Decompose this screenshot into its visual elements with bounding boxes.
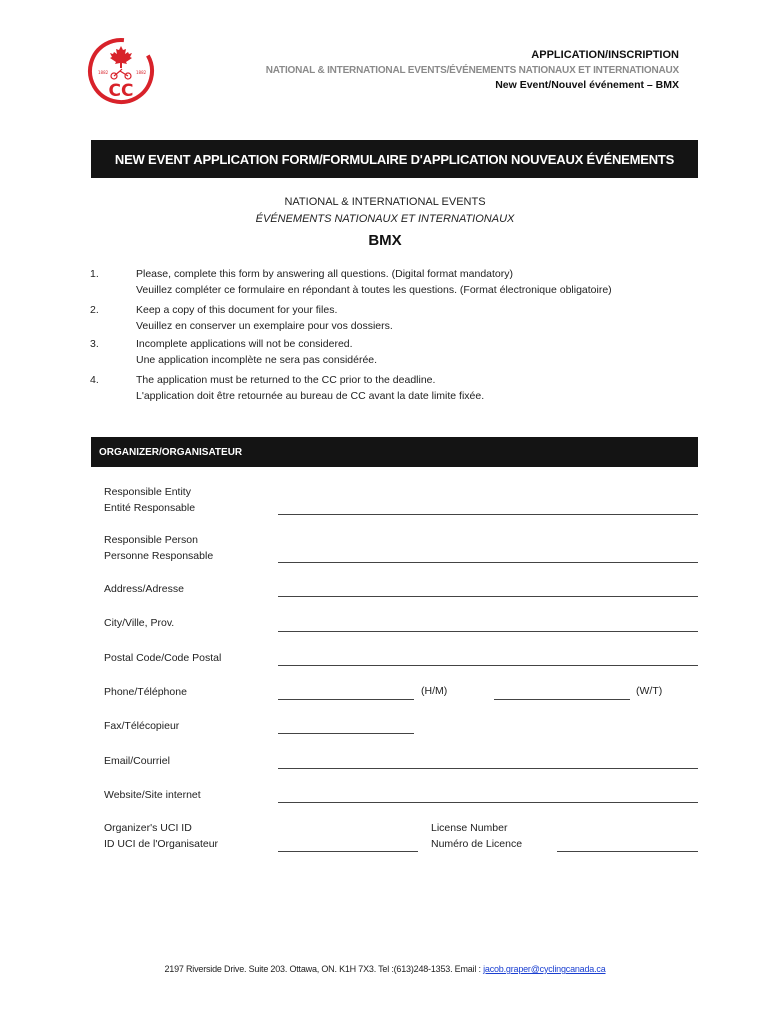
section-organizer-header: ORGANIZER/ORGANISATEUR (91, 437, 698, 467)
uci-id-field[interactable] (278, 851, 418, 852)
instruction-number: 4. (90, 374, 99, 386)
phone-work-unit: (W/T) (636, 685, 663, 697)
instruction-number: 3. (90, 338, 99, 350)
email-field[interactable] (278, 768, 698, 769)
instruction-en: Please, complete this form by answering all questions. (Digital format mandatory) (136, 268, 513, 280)
responsible-person-label (104, 532, 213, 564)
label-fr: Personne Responsable (104, 550, 214, 562)
instruction-fr: Une application incomplète ne sera pas considérée. (136, 354, 378, 366)
form-title-banner: NEW EVENT APPLICATION FORM/FORMULAIRE D'APPLICATION NOUVEAUX ÉVÉNEMENTS (91, 140, 698, 178)
instruction-number: 2. (90, 304, 99, 316)
uci-id-label (104, 820, 218, 852)
instruction-en: Incomplete applications will not be considered. (136, 338, 353, 350)
phone-home-unit: (H/M) (421, 685, 448, 697)
responsible-entity-label (104, 484, 195, 516)
fax-label: Fax/Télécopieur (104, 720, 180, 732)
instruction-fr: Veuillez en conserver un exemplaire pour vos dossiers. (136, 320, 393, 332)
address-label: Address/Adresse (104, 583, 184, 595)
header-line1: APPLICATION/INSCRIPTION (531, 49, 679, 61)
responsible-person-field[interactable] (278, 562, 698, 563)
discipline-title: BMX (368, 232, 402, 249)
label-fr: Entité Responsable (104, 502, 196, 514)
website-label: Website/Site internet (104, 789, 201, 801)
license-number-label (431, 820, 522, 852)
label-fr: Numéro de Licence (431, 838, 523, 850)
instruction-en: The application must be returned to the CC prior to the deadline. (136, 374, 436, 386)
cycling-canada-logo (86, 36, 156, 106)
logo-year-right: 1882 (136, 70, 147, 75)
postal-code-label: Postal Code/Code Postal (104, 652, 222, 664)
subtitle-en: NATIONAL & INTERNATIONAL EVENTS (284, 196, 486, 208)
footer-email-link[interactable]: jacob.graper@cyclingcanada.ca (483, 964, 606, 974)
label-en: Responsible Person (104, 534, 198, 546)
phone-home-field[interactable] (278, 699, 414, 700)
instruction-en: Keep a copy of this document for your files. (136, 304, 338, 316)
footer (0, 964, 770, 974)
footer-address: 2197 Riverside Drive. Suite 203. Ottawa, ON. K1H 7X3. Tel :(613)248-1353. Email : (164, 964, 484, 974)
website-field[interactable] (278, 802, 698, 803)
document-header (266, 48, 679, 93)
email-label: Email/Courriel (104, 755, 170, 767)
header-line2: NATIONAL & INTERNATIONAL EVENTS/ÉVÉNEMENTS NATIONAUX ET INTERNATIONAUX (265, 65, 679, 76)
postal-code-field[interactable] (278, 665, 698, 666)
phone-label: Phone/Téléphone (104, 686, 187, 698)
label-en: Organizer's UCI ID (104, 822, 192, 834)
instruction-number: 1. (90, 268, 99, 280)
responsible-entity-field[interactable] (278, 514, 698, 515)
label-en: License Number (431, 822, 508, 834)
city-label: City/Ville, Prov. (104, 617, 175, 629)
instruction-fr: Veuillez compléter ce formulaire en répondant à toutes les questions. (Format électronique obligatoire) (136, 284, 612, 296)
license-number-field[interactable] (557, 851, 698, 852)
phone-work-field[interactable] (494, 699, 630, 700)
instruction-fr: L'application doit être retournée au bureau de CC avant la date limite fixée. (136, 390, 485, 402)
label-en: Responsible Entity (104, 486, 191, 498)
logo-year-left: 1882 (98, 70, 109, 75)
logo-letters: CC (108, 81, 134, 101)
header-line3: New Event/Nouvel événement – BMX (495, 79, 679, 91)
subtitle-fr: ÉVÉNEMENTS NATIONAUX ET INTERNATIONAUX (255, 213, 515, 225)
address-field[interactable] (278, 596, 698, 597)
fax-field[interactable] (278, 733, 414, 734)
label-fr: ID UCI de l'Organisateur (104, 838, 219, 850)
city-field[interactable] (278, 631, 698, 632)
